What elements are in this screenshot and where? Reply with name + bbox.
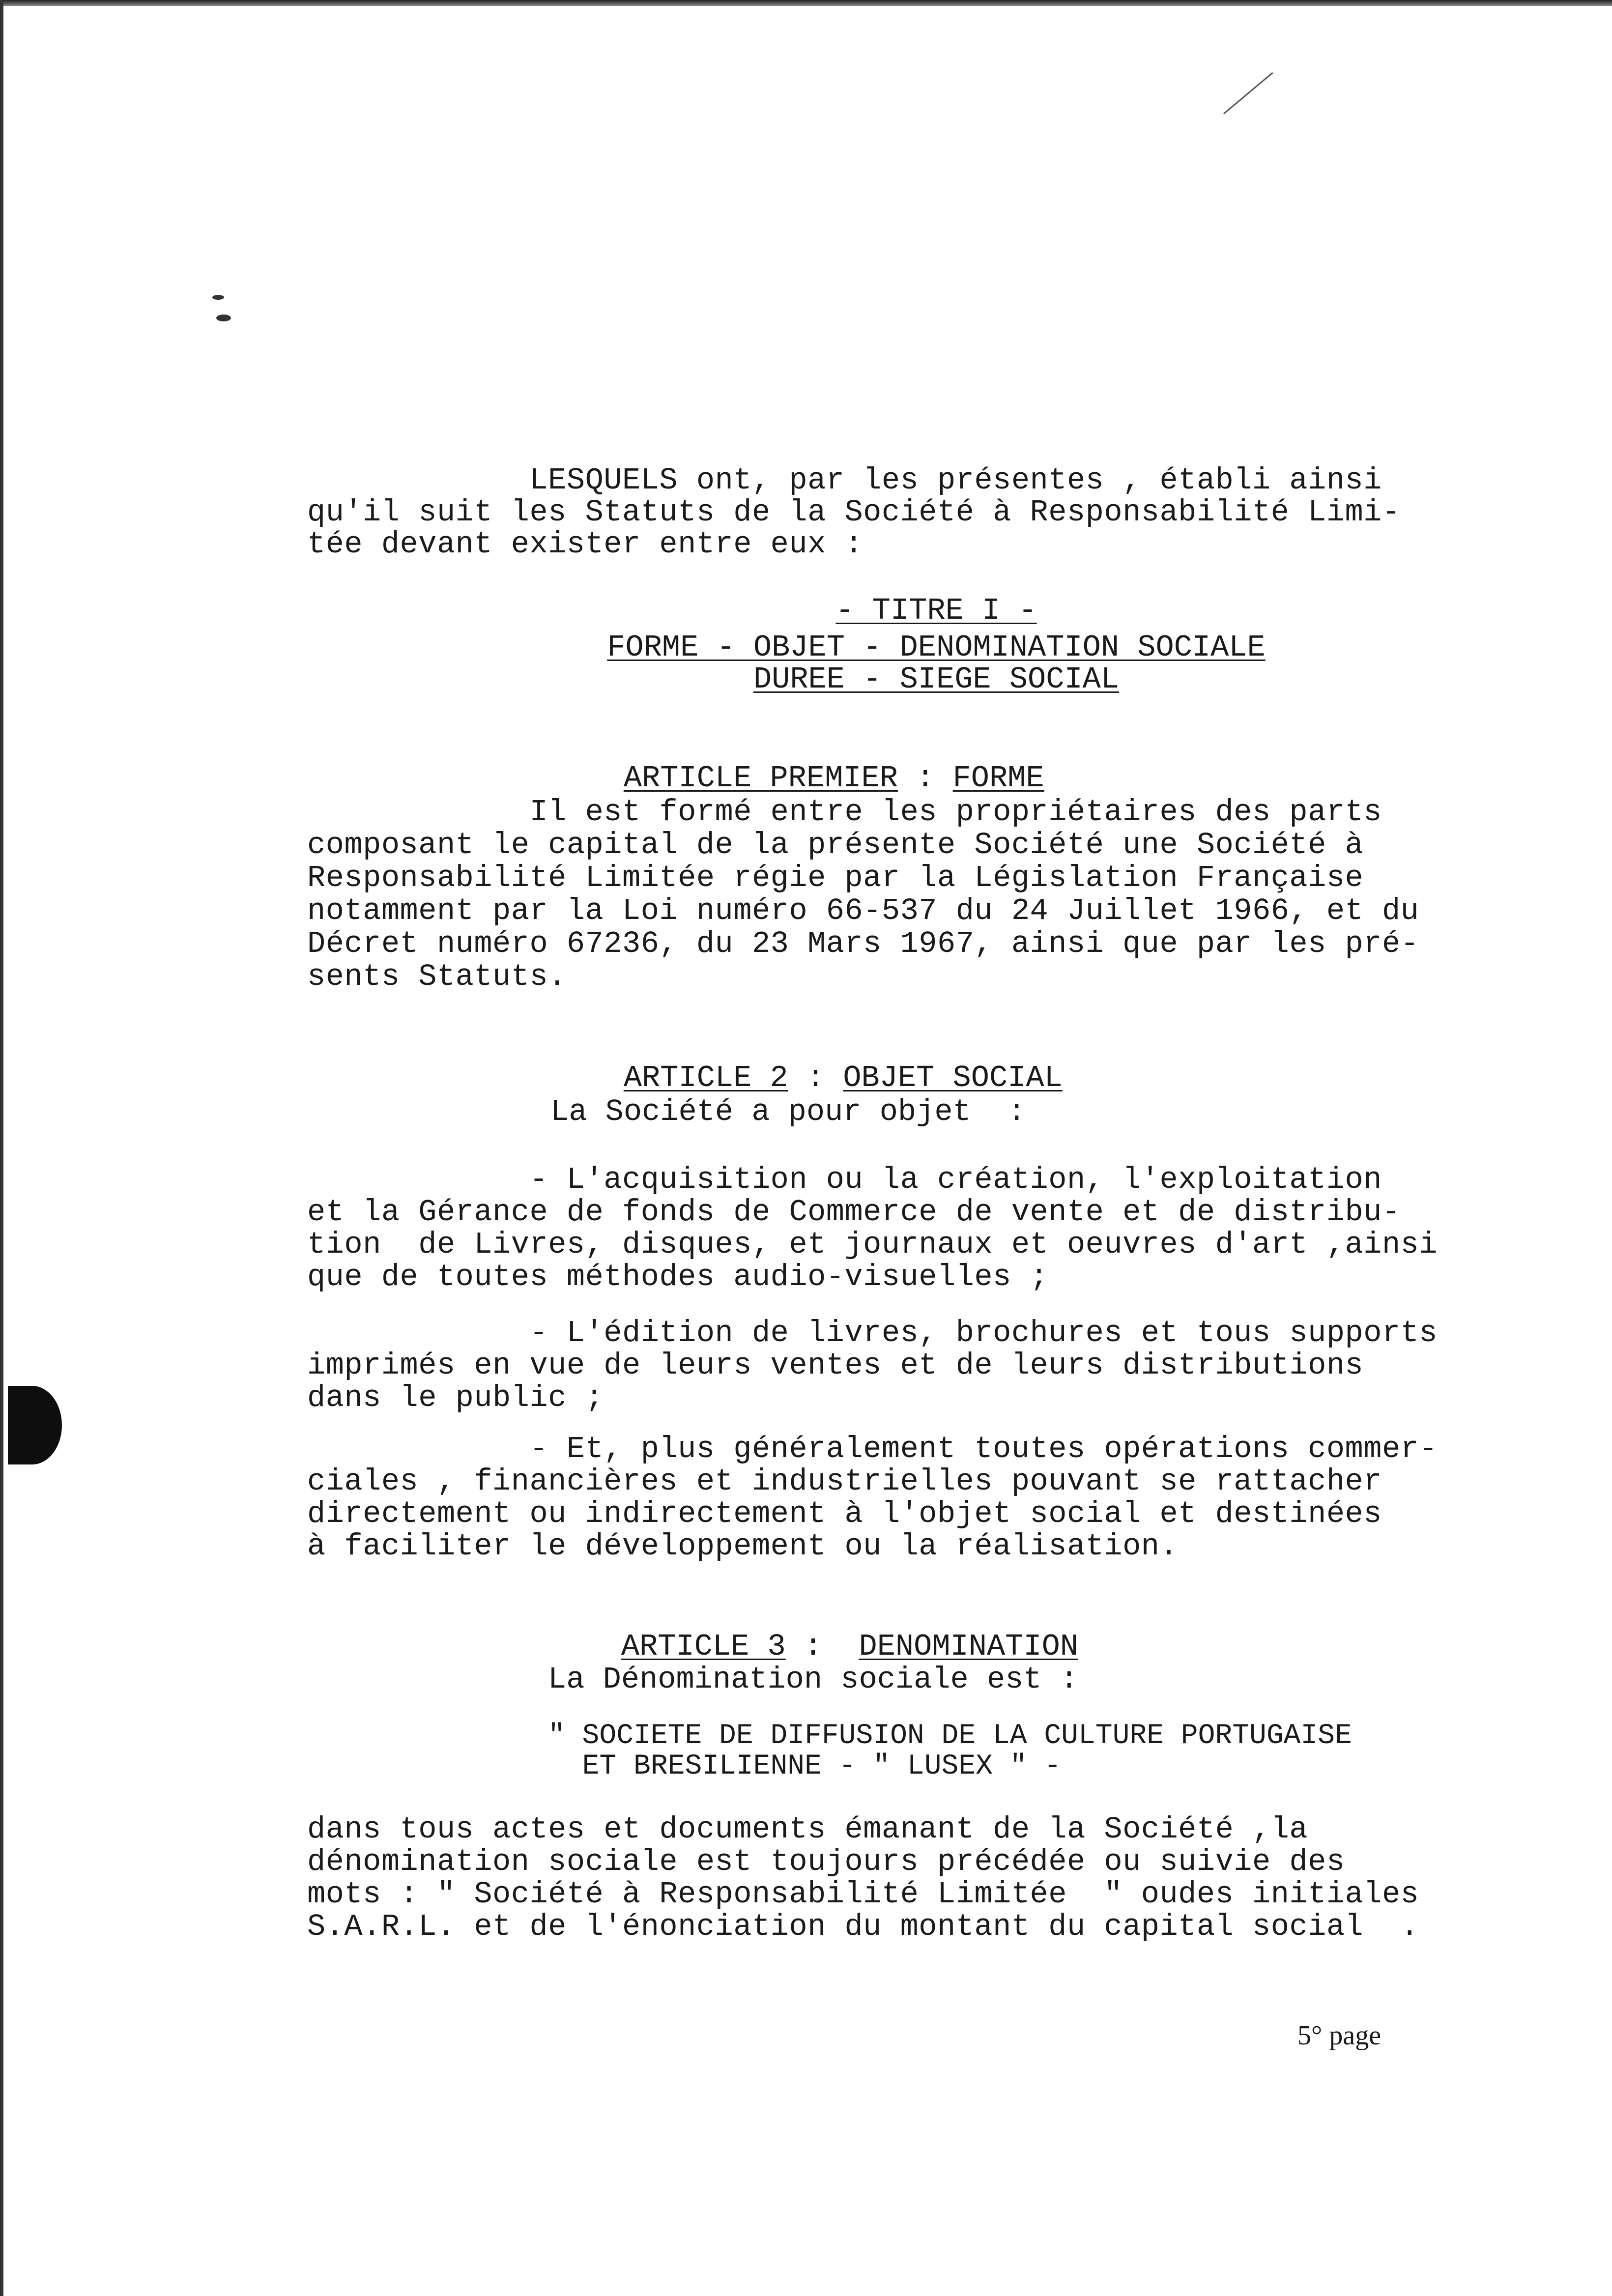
intro-line: LESQUELS ont, par les présentes , établi ainsi	[307, 463, 1382, 498]
article-2-para3-line: - Et, plus généralement toutes opérations commer-	[307, 1432, 1438, 1466]
article-1-line: notamment par la Loi numéro 66-537 du 24 Juillet 1966, et du	[307, 893, 1419, 928]
article-1-line: sents Statuts.	[307, 959, 567, 994]
company-name-line: " SOCIETE DE DIFFUSION DE LA CULTURE PORTUGAISE	[548, 1720, 1352, 1752]
article-2-para2-line: imprimés en vue de leurs ventes et de leurs distributions	[307, 1348, 1364, 1383]
article-heading-subject: DENOMINATION	[859, 1629, 1078, 1664]
article-3-intro: La Dénomination sociale est :	[548, 1662, 1078, 1697]
article-heading-label: ARTICLE 3	[621, 1629, 786, 1664]
article-2-para1-line: - L'acquisition ou la création, l'exploitation	[307, 1162, 1382, 1197]
article-3-line: dénomination sociale est toujours précédée ou suivie des	[307, 1844, 1345, 1879]
article-2-para3-line: ciales , financières et industrielles pouvant se rattacher	[307, 1464, 1382, 1499]
article-1-line: Il est formé entre les propriétaires des parts	[307, 795, 1382, 830]
company-name-line: ET BRESILIENNE - " LUSEX " -	[548, 1751, 1062, 1782]
title-heading	[307, 631, 1565, 664]
title-line: DUREE - SIEGE SOCIAL	[753, 662, 1120, 697]
article-2-para1-line: tion de Livres, disques, et journaux et oeuvres d'art ,ainsi	[307, 1227, 1438, 1262]
scan-edge-left	[0, 0, 3, 2296]
article-2-para3-line: à faciliter le développement ou la réalisation.	[307, 1529, 1179, 1564]
title-line: FORME - OBJET - DENOMINATION SOCIALE	[607, 630, 1266, 665]
intro-line: qu'il suit les Statuts de la Société à Responsabilité Limi-	[307, 495, 1401, 530]
article-3-line: dans tous actes et documents émanant de la Société ,la	[307, 1812, 1308, 1847]
ink-speck	[212, 295, 224, 300]
article-2-para3-line: directement ou indirectement à l'objet social et destinées	[307, 1496, 1382, 1531]
title-line: - TITRE I -	[835, 593, 1037, 628]
article-3-line: S.A.R.L. et de l'énonciation du montant du capital social .	[307, 1909, 1419, 1944]
article-1-line: Décret numéro 67236, du 23 Mars 1967, ainsi que par les pré-	[307, 926, 1419, 961]
title-heading	[307, 663, 1565, 696]
article-heading-sep: :	[785, 1629, 859, 1664]
article-heading-label: ARTICLE PREMIER	[623, 761, 898, 796]
article-heading-sep: :	[788, 1061, 843, 1095]
article-1-line: composant le capital de la présente Société une Société à	[307, 828, 1364, 862]
article-2-para1-line: et la Gérance de fonds de Commerce de vente et de distribu-	[307, 1195, 1401, 1230]
article-3-line: mots : " Société à Responsabilité Limitée " oudes initiales	[307, 1877, 1419, 1912]
article-1-line: Responsabilité Limitée régie par la Législation Française	[307, 861, 1364, 895]
pen-mark	[1223, 72, 1273, 115]
ink-speck	[216, 315, 231, 321]
title-heading	[307, 595, 1565, 627]
binder-hole-shadow	[8, 1386, 62, 1464]
intro-line: tée devant exister entre eux :	[307, 527, 864, 562]
article-2-para2-line: - L'édition de livres, brochures et tous supports	[307, 1316, 1438, 1350]
page-number: 5° page	[1297, 2020, 1382, 2051]
article-heading-subject: FORME	[952, 761, 1044, 796]
scan-edge-top	[0, 0, 1612, 6]
article-heading-subject: OBJET SOCIAL	[843, 1061, 1063, 1095]
article-2-para1-line: que de toutes méthodes audio-visuelles ;	[307, 1260, 1049, 1294]
article-2-para2-line: dans le public ;	[307, 1380, 604, 1415]
article-heading-sep: :	[897, 761, 953, 796]
article-heading-label: ARTICLE 2	[623, 1061, 788, 1095]
article-2-intro: La Société a pour objet :	[550, 1094, 1026, 1129]
